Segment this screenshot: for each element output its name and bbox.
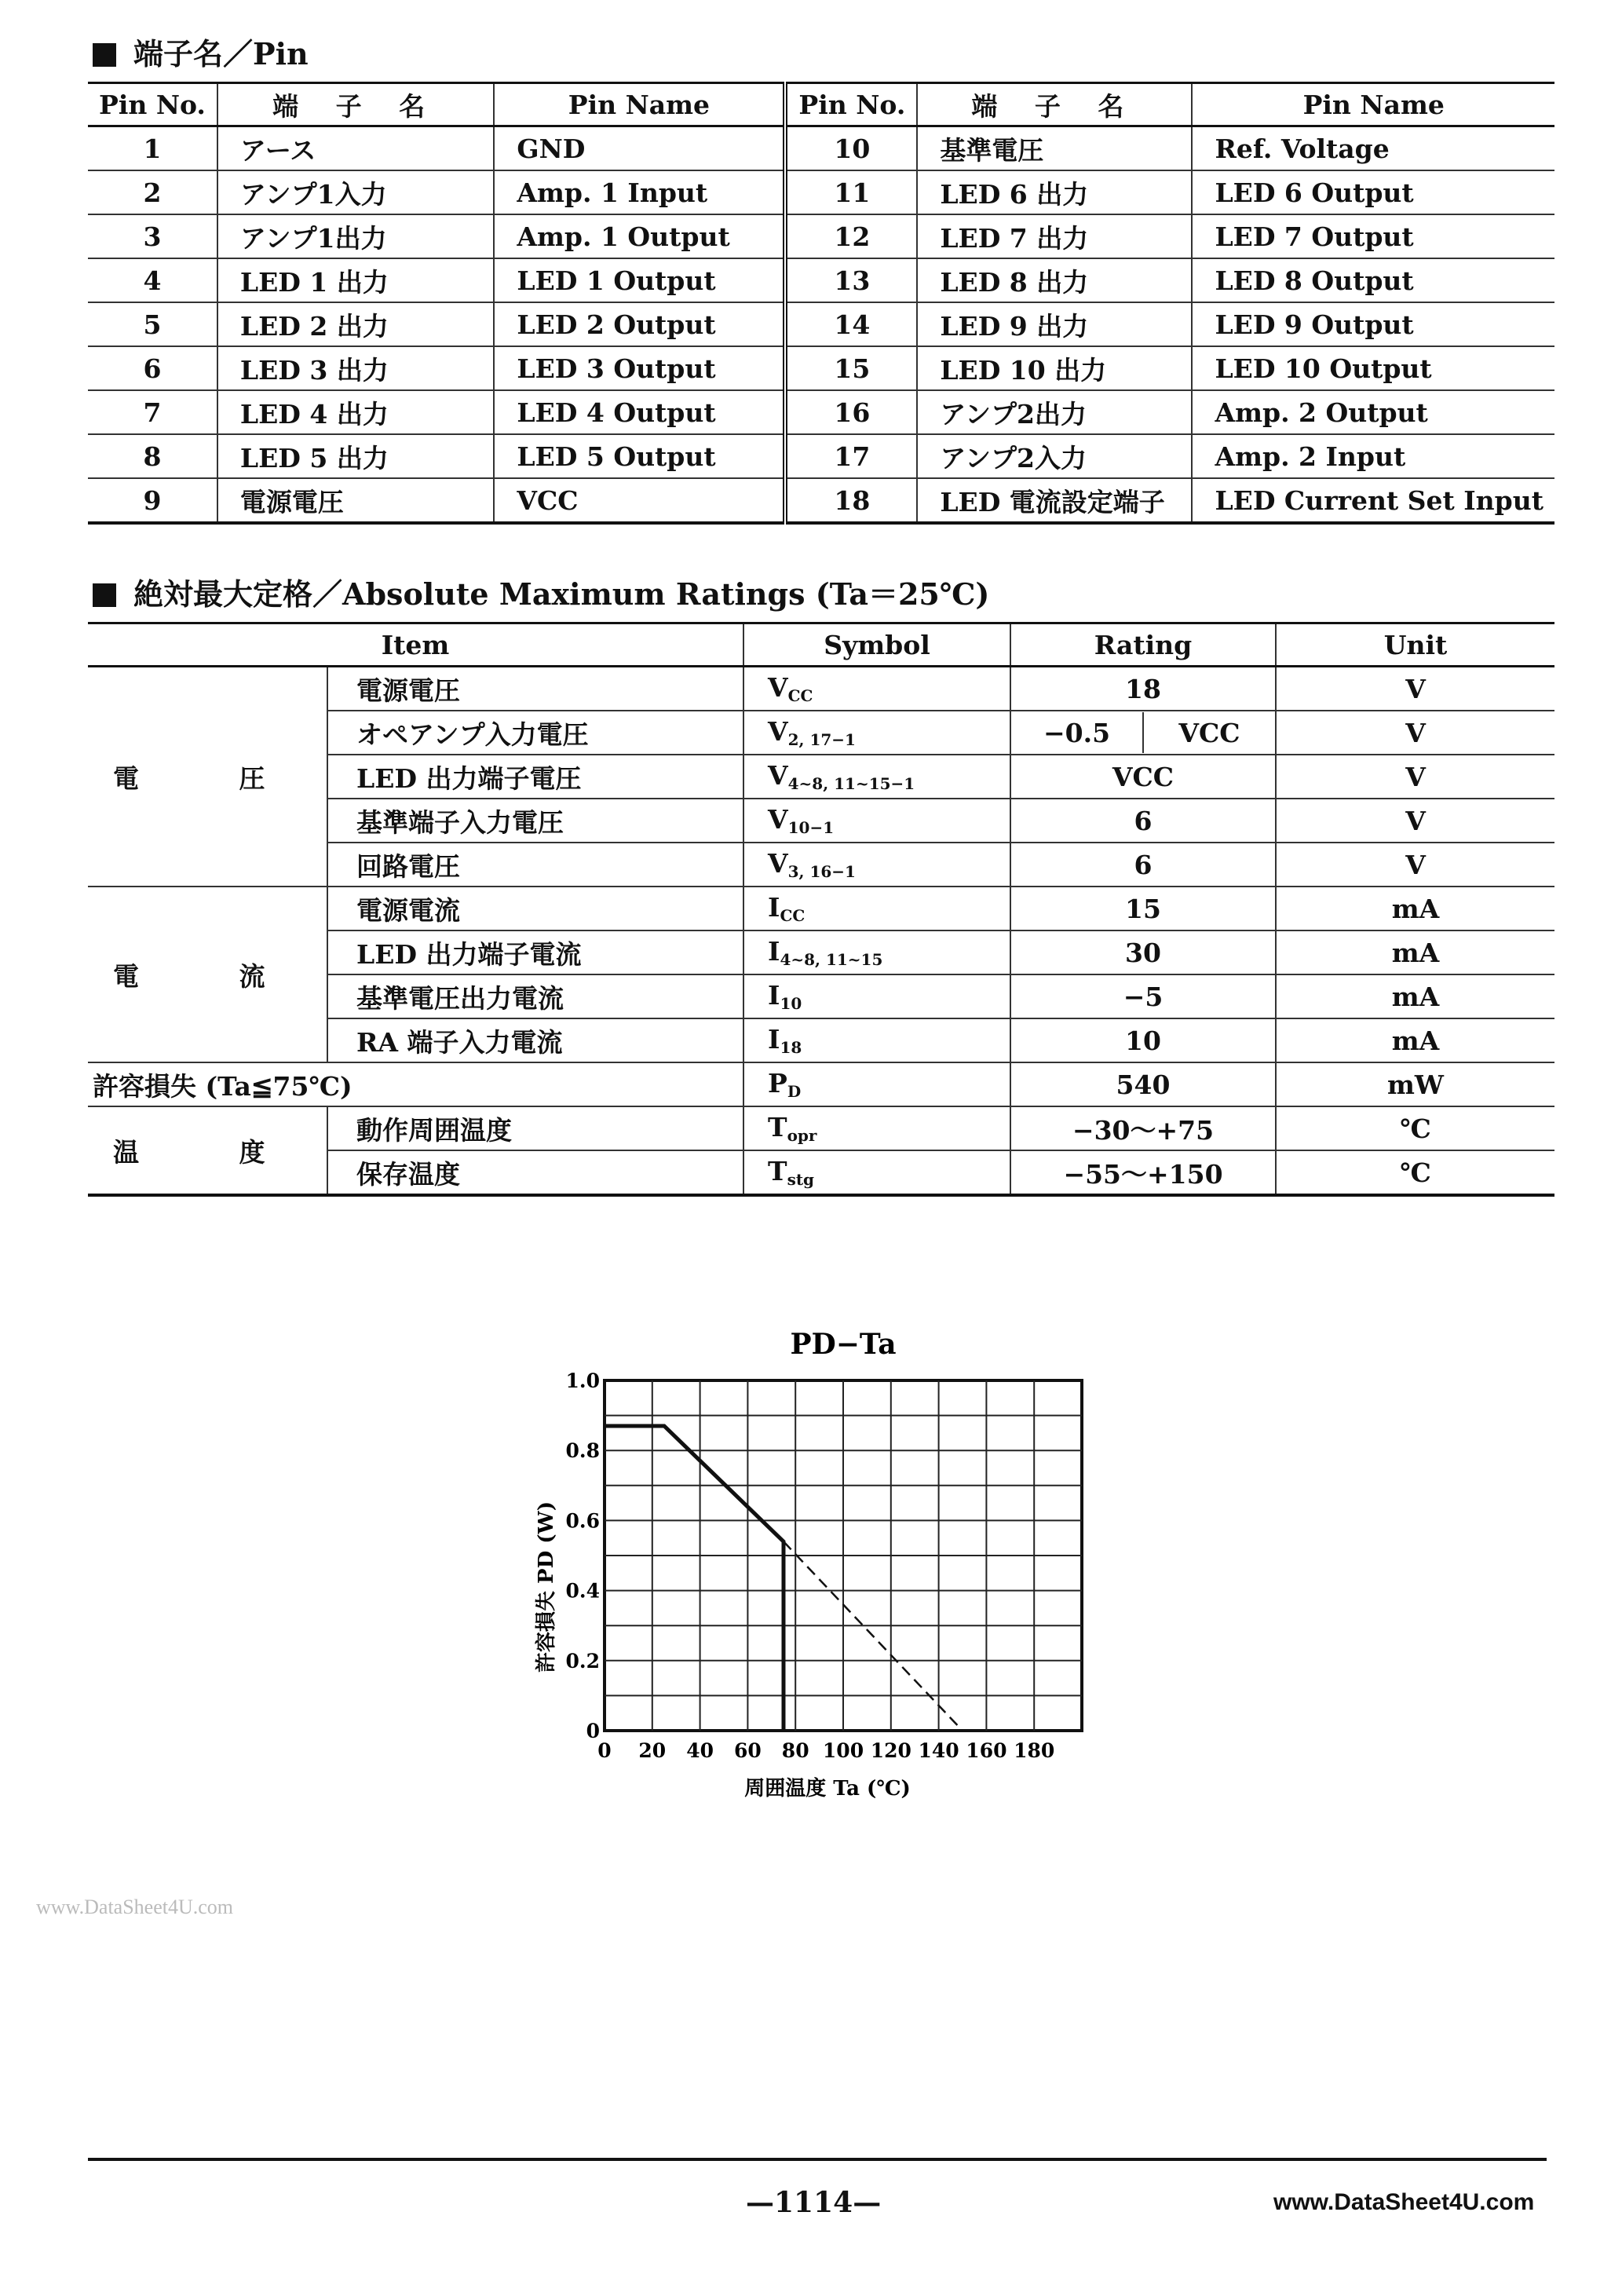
rating-cell: VCC (1010, 755, 1276, 799)
terminal-name-cell: LED 10 出力 (917, 346, 1192, 390)
rating-cell: −5 (1010, 974, 1276, 1018)
item-cell: LED 出力端子電圧 (327, 755, 743, 799)
terminal-name-cell: 基準電圧 (917, 126, 1192, 171)
terminal-name-cell: LED 電流設定端子 (917, 478, 1192, 523)
symbol-main: P (768, 1068, 787, 1099)
symbol-main: I (768, 980, 780, 1011)
unit-cell: mA (1276, 974, 1554, 1018)
pin-no-cell: 17 (785, 434, 917, 478)
header-item: Item (88, 623, 743, 667)
symbol-cell (743, 1150, 1010, 1195)
symbol-cell (743, 755, 1010, 799)
symbol-main: I (768, 892, 780, 923)
header-pin-name: Pin Name (494, 83, 785, 126)
item-cell: 電源電圧 (327, 667, 743, 711)
table-row (88, 887, 1554, 930)
pin-no-cell: 6 (88, 346, 217, 390)
item-cell: RA 端子入力電流 (327, 1018, 743, 1062)
table-row (88, 434, 1554, 478)
symbol-subscript: 3, 16−1 (787, 862, 856, 881)
footer-rule (88, 2158, 1547, 2161)
symbol-cell (743, 974, 1010, 1018)
symbol-subscript: 10−1 (787, 818, 835, 837)
group-label-current: 電 流 (88, 887, 327, 1062)
unit-cell: V (1276, 843, 1554, 887)
symbol-main: V (768, 804, 788, 835)
y-tick-label: 0.8 (565, 1439, 600, 1463)
symbol-subscript: 4~8, 11~15−1 (787, 774, 915, 793)
unit-cell: mW (1276, 1062, 1554, 1106)
pin-name-cell: Amp. 1 Output (494, 214, 785, 258)
symbol-cell (743, 930, 1010, 974)
page-number: —1114— (746, 2186, 882, 2219)
ratings-table-header (88, 623, 1554, 667)
ratings-section-title: 絶対最大定格／Absolute Maximum Ratings (Ta＝25℃) (93, 570, 989, 613)
unit-cell: mA (1276, 930, 1554, 974)
pin-section-title: 端子名／Pin (93, 30, 309, 73)
terminal-name-cell: LED 6 出力 (917, 170, 1192, 214)
item-cell: LED 出力端子電流 (327, 930, 743, 974)
pin-no-cell: 3 (88, 214, 217, 258)
terminal-name-cell: アース (217, 126, 494, 171)
terminal-name-cell: LED 8 出力 (917, 258, 1192, 302)
pd-ta-chart (518, 1319, 1115, 1806)
rating-cell: 18 (1010, 667, 1276, 711)
ratings-table (88, 622, 1554, 1197)
table-row (88, 1062, 1554, 1106)
rating-cell (1010, 711, 1276, 755)
symbol-subscript: opr (787, 1126, 817, 1145)
pin-no-cell: 15 (785, 346, 917, 390)
pin-name-cell: LED 2 Output (494, 302, 785, 346)
symbol-subscript: 10 (780, 994, 802, 1013)
symbol-subscript: D (787, 1082, 802, 1101)
pin-no-cell: 10 (785, 126, 917, 171)
pin-name-cell: LED 6 Output (1192, 170, 1554, 214)
pin-no-cell: 14 (785, 302, 917, 346)
table-row (88, 258, 1554, 302)
pin-no-cell: 4 (88, 258, 217, 302)
item-cell: 基準端子入力電圧 (327, 799, 743, 843)
symbol-subscript: CC (787, 686, 813, 705)
symbol-cell (743, 667, 1010, 711)
symbol-main: I (768, 936, 780, 967)
pin-name-cell: Amp. 2 Input (1192, 434, 1554, 478)
pin-no-cell: 7 (88, 390, 217, 434)
item-cell: 基準電圧出力電流 (327, 974, 743, 1018)
table-row (88, 170, 1554, 214)
terminal-name-cell: LED 3 出力 (217, 346, 494, 390)
rating-cell: 15 (1010, 887, 1276, 930)
unit-cell: mA (1276, 1018, 1554, 1062)
pin-no-cell: 2 (88, 170, 217, 214)
watermark: www.DataSheet4U.com (36, 1896, 234, 1918)
terminal-name-cell: LED 4 出力 (217, 390, 494, 434)
unit-cell: ℃ (1276, 1150, 1554, 1195)
pin-name-cell: GND (494, 126, 785, 171)
symbol-cell (743, 887, 1010, 930)
rating-cell: 540 (1010, 1062, 1276, 1106)
symbol-subscript: 4~8, 11~15 (780, 950, 883, 969)
pin-name-cell: VCC (494, 478, 785, 523)
symbol-main: V (768, 848, 788, 879)
unit-cell: V (1276, 755, 1554, 799)
item-cell: 許容損失 (Ta≦75℃) (88, 1062, 743, 1106)
symbol-subscript: 2, 17−1 (787, 730, 856, 749)
derating-curve-extension (784, 1541, 963, 1731)
unit-cell: mA (1276, 887, 1554, 930)
symbol-cell (743, 843, 1010, 887)
symbol-subscript: 18 (780, 1038, 802, 1057)
x-tick-label: 0 (597, 1739, 612, 1762)
header-terminal-name: 端 子 名 (917, 83, 1192, 126)
rating-cell: −55～+150 (1010, 1150, 1276, 1195)
x-tick-label: 120 (870, 1739, 911, 1762)
pin-no-cell: 8 (88, 434, 217, 478)
rating-cell: −30～+75 (1010, 1106, 1276, 1150)
symbol-cell (743, 799, 1010, 843)
table-row (88, 1106, 1554, 1150)
item-cell: 動作周囲温度 (327, 1106, 743, 1150)
y-axis-label: 許容損失 PD (W) (535, 1501, 558, 1673)
symbol-cell (743, 1018, 1010, 1062)
table-row (88, 478, 1554, 523)
pin-name-cell: Ref. Voltage (1192, 126, 1554, 171)
chart-title: PD−Ta (790, 1328, 897, 1361)
terminal-name-cell: LED 7 出力 (917, 214, 1192, 258)
symbol-cell (743, 711, 1010, 755)
square-bullet-icon (93, 43, 116, 67)
terminal-name-cell: LED 9 出力 (917, 302, 1192, 346)
pin-table-header (88, 83, 1554, 126)
symbol-cell (743, 1106, 1010, 1150)
header-pin-no: Pin No. (785, 83, 917, 126)
x-axis-label: 周囲温度 Ta (℃) (744, 1777, 911, 1801)
pin-name-cell: LED 4 Output (494, 390, 785, 434)
pin-no-cell: 11 (785, 170, 917, 214)
pin-name-cell: LED 5 Output (494, 434, 785, 478)
group-label-voltage: 電 圧 (88, 667, 327, 887)
symbol-subscript: stg (787, 1170, 815, 1189)
item-cell: 保存温度 (327, 1150, 743, 1195)
table-row (88, 667, 1554, 711)
table-row (88, 214, 1554, 258)
pin-name-cell: Amp. 2 Output (1192, 390, 1554, 434)
x-tick-label: 80 (781, 1739, 809, 1762)
terminal-name-cell: アンプ2入力 (917, 434, 1192, 478)
header-pin-no: Pin No. (88, 83, 217, 126)
table-row (88, 390, 1554, 434)
y-tick-label: 1.0 (565, 1369, 600, 1392)
rating-cell: 6 (1010, 799, 1276, 843)
pin-name-cell: LED 1 Output (494, 258, 785, 302)
pin-name-cell: LED 9 Output (1192, 302, 1554, 346)
terminal-name-cell: LED 5 出力 (217, 434, 494, 478)
table-row (88, 126, 1554, 171)
unit-cell: V (1276, 799, 1554, 843)
terminal-name-cell: アンプ1出力 (217, 214, 494, 258)
unit-cell: V (1276, 667, 1554, 711)
pin-table (88, 82, 1554, 525)
header-symbol: Symbol (743, 623, 1010, 667)
y-tick-label: 0.6 (565, 1509, 600, 1533)
site-url: www.DataSheet4U.com (1273, 2189, 1535, 2215)
rating-cell: 30 (1010, 930, 1276, 974)
symbol-main: V (768, 760, 788, 791)
header-unit: Unit (1276, 623, 1554, 667)
rating-cell: 10 (1010, 1018, 1276, 1062)
x-tick-label: 100 (822, 1739, 864, 1762)
header-rating: Rating (1010, 623, 1276, 667)
y-tick-label: 0 (586, 1720, 600, 1742)
item-cell: 回路電圧 (327, 843, 743, 887)
pin-name-cell: LED 3 Output (494, 346, 785, 390)
y-tick-label: 0.4 (565, 1579, 600, 1603)
pin-no-cell: 1 (88, 126, 217, 171)
derating-curve (605, 1426, 784, 1731)
x-tick-label: 160 (966, 1739, 1007, 1762)
header-terminal-name: 端 子 名 (217, 83, 494, 126)
pin-no-cell: 18 (785, 478, 917, 523)
pin-name-cell: LED 8 Output (1192, 258, 1554, 302)
terminal-name-cell: アンプ2出力 (917, 390, 1192, 434)
x-tick-label: 60 (734, 1739, 762, 1762)
x-tick-label: 40 (686, 1739, 714, 1762)
item-cell: 電源電流 (327, 887, 743, 930)
unit-cell: ℃ (1276, 1106, 1554, 1150)
terminal-name-cell: LED 2 出力 (217, 302, 494, 346)
pin-name-cell: LED Current Set Input (1215, 484, 1543, 516)
pin-no-cell: 12 (785, 214, 917, 258)
rating-cell: 6 (1010, 843, 1276, 887)
terminal-name-cell: LED 1 出力 (217, 258, 494, 302)
rating-max: VCC (1178, 717, 1240, 748)
symbol-main: T (768, 1156, 787, 1186)
symbol-main: V (768, 672, 788, 703)
pin-no-cell: 5 (88, 302, 217, 346)
x-tick-label: 180 (1014, 1739, 1055, 1762)
symbol-cell (743, 1062, 1010, 1106)
x-tick-label: 140 (918, 1739, 959, 1762)
table-row (88, 302, 1554, 346)
pin-no-cell: 16 (785, 390, 917, 434)
y-tick-label: 0.2 (565, 1649, 600, 1673)
unit-cell: V (1276, 711, 1554, 755)
symbol-main: I (768, 1024, 780, 1055)
terminal-name-cell: アンプ1入力 (217, 170, 494, 214)
pin-no-cell: 13 (785, 258, 917, 302)
symbol-main: T (768, 1112, 787, 1143)
pin-no-cell: 9 (88, 478, 217, 523)
table-row (88, 346, 1554, 390)
x-tick-label: 20 (638, 1739, 667, 1762)
square-bullet-icon (93, 583, 116, 607)
pin-name-cell: LED 7 Output (1192, 214, 1554, 258)
pin-name-cell: LED 10 Output (1192, 346, 1554, 390)
pin-name-cell: Amp. 1 Input (494, 170, 785, 214)
header-pin-name: Pin Name (1192, 83, 1554, 126)
terminal-name-cell: 電源電圧 (217, 478, 494, 523)
symbol-main: V (768, 716, 788, 747)
item-cell: オペアンプ入力電圧 (327, 711, 743, 755)
rating-min: −0.5 (1043, 717, 1111, 748)
group-label-temperature: 温 度 (88, 1106, 327, 1195)
symbol-subscript: CC (780, 906, 806, 925)
